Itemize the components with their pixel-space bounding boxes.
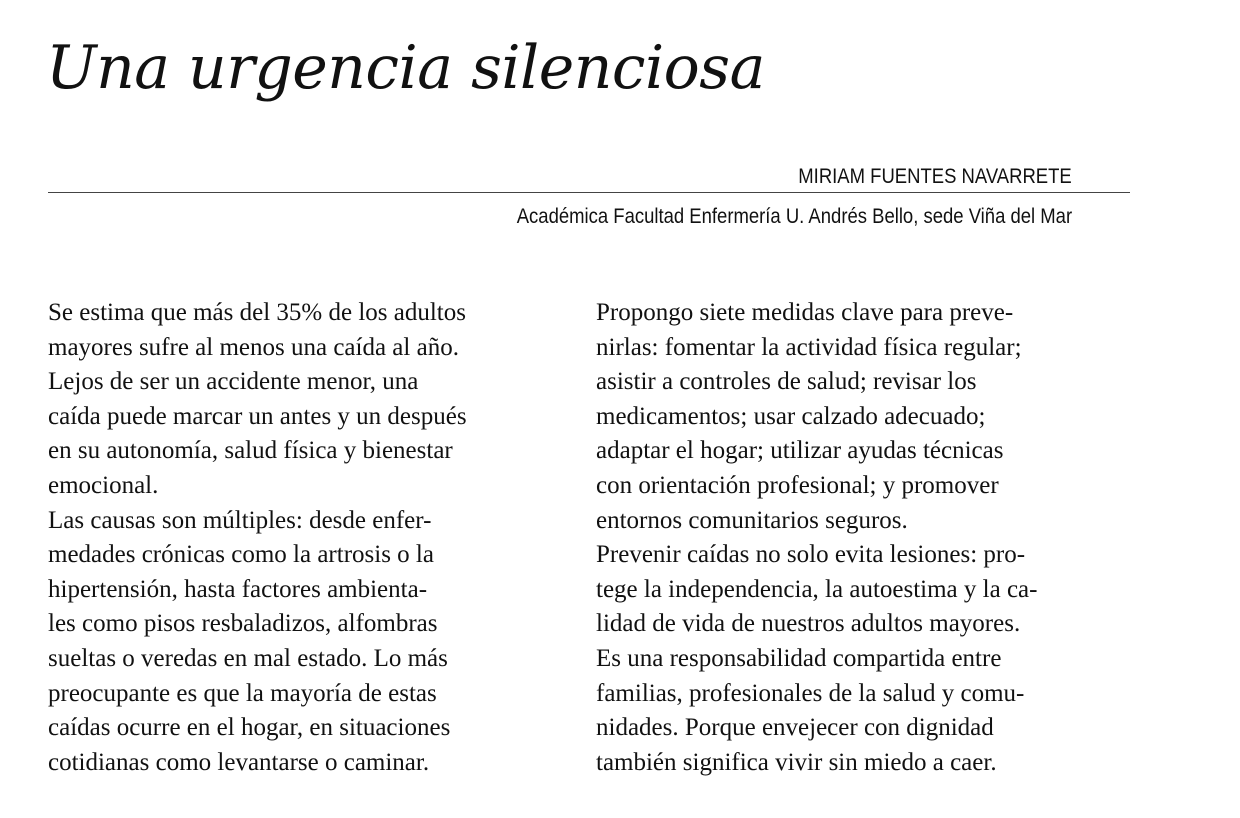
text-line: mayores sufre al menos una caída al año. (48, 333, 459, 361)
text-line: caídas ocurre en el hogar, en situaciones (48, 714, 451, 742)
text-line: Prevenir caídas no solo evita lesiones: pro- (596, 541, 1026, 569)
text-line: cotidianas como levantarse o caminar. (48, 748, 430, 776)
author-name: MIRIAM FUENTES NAVARRETE (798, 165, 1072, 188)
text-line: caída puede marcar un antes y un después (48, 402, 467, 430)
text-line: hipertensión, hasta factores ambienta- (48, 575, 428, 603)
byline-divider (48, 192, 1130, 193)
text-line: Es una responsabilidad compartida entre (596, 644, 1002, 672)
text-line: Lejos de ser un accidente menor, una (48, 368, 419, 396)
body-column-left (48, 296, 467, 780)
article-title: Una urgencia silenciosa (46, 33, 765, 103)
text-line: en su autonomía, salud física y bienestar (48, 437, 453, 465)
text-line: sueltas o veredas en mal estado. Lo más (48, 644, 448, 672)
text-line: tege la independencia, la autoestima y la ca- (596, 575, 1038, 603)
text-line: con orientación profesional; y promover (596, 471, 999, 499)
text-line: les como pisos resbaladizos, alfombras (48, 610, 438, 638)
text-line: también significa vivir sin miedo a caer. (596, 748, 997, 776)
text-line: Las causas son múltiples: desde enfer- (48, 506, 432, 534)
text-line: Se estima que más del 35% de los adultos (48, 299, 466, 326)
text-line: entornos comunitarios seguros. (596, 506, 908, 534)
body-column-right (596, 296, 1037, 780)
text-line: medicamentos; usar calzado adecuado; (596, 402, 986, 430)
text-line: nidades. Porque envejecer con dignidad (596, 714, 994, 742)
author-affiliation: Académica Facultad Enfermería U. Andrés Bello, sede Viña del Mar (516, 205, 1072, 228)
text-line: asistir a controles de salud; revisar los (596, 368, 977, 396)
text-line: familias, profesionales de la salud y comu- (596, 679, 1025, 707)
text-line: preocupante es que la mayoría de estas (48, 679, 437, 707)
text-line: Propongo siete medidas clave para preve- (596, 299, 1014, 326)
text-line: medades crónicas como la artrosis o la (48, 541, 434, 569)
text-line: nirlas: fomentar la actividad física regular; (596, 333, 1022, 361)
text-line: emocional. (48, 471, 159, 499)
text-line: lidad de vida de nuestros adultos mayores. (596, 610, 1021, 638)
text-line: adaptar el hogar; utilizar ayudas técnicas (596, 437, 1004, 465)
